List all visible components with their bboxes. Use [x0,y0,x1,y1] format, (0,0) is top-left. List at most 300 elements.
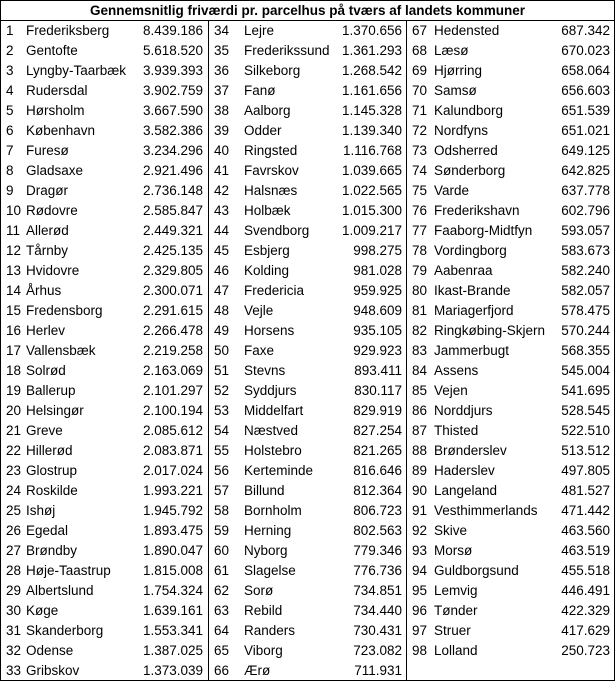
table-row [1,61,208,81]
table-row [209,161,407,181]
table-row [407,141,615,161]
equity-value: 250.723 [561,643,610,658]
municipality-name: Varde [434,183,470,198]
table-row [407,101,615,121]
equity-value: 1.116.768 [342,143,402,158]
rank-number: 5 [6,103,14,118]
table-row [209,401,407,421]
municipality-name: Herlev [26,323,66,338]
rank-number: 26 [6,523,22,538]
equity-value: 593.057 [561,223,610,238]
rank-number: 37 [214,83,230,98]
rank-number: 33 [6,663,22,678]
table-row [1,361,208,381]
rank-number: 43 [214,203,230,218]
municipality-name: Ikast-Brande [434,283,511,298]
equity-value: 545.004 [561,363,610,378]
table-row [209,601,407,621]
municipality-name: Bornholm [244,503,302,518]
equity-value: 658.064 [561,63,610,78]
rank-number: 47 [214,283,230,298]
municipality-name: Samsø [434,83,477,98]
rank-number: 76 [412,203,428,218]
table-row [209,141,407,161]
table-row [407,641,615,661]
municipality-name: Brønderslev [434,443,507,458]
rank-number: 73 [412,143,428,158]
equity-value: 1.370.656 [341,23,402,38]
table-row [1,541,208,561]
equity-value: 3.582.386 [142,123,203,138]
equity-value: 1.139.340 [341,123,402,138]
municipality-name: Solrød [26,363,66,378]
equity-value: 568.355 [561,343,610,358]
rank-number: 78 [412,243,428,258]
rank-number: 93 [412,543,428,558]
equity-value: 497.805 [561,463,610,478]
table-row [209,481,407,501]
municipality-name: Holbæk [244,203,291,218]
rank-number: 4 [6,83,14,98]
municipality-name: Billund [244,483,285,498]
table-row [1,341,208,361]
table-row [209,261,407,281]
table-row [407,361,615,381]
rank-number: 98 [412,643,428,658]
table-row [1,201,208,221]
equity-value: 2.266.478 [142,323,203,338]
table-row [1,501,208,521]
table-row [209,181,407,201]
equity-value: 1.754.324 [142,583,203,598]
equity-value: 2.219.258 [142,343,203,358]
municipality-name: Halsnæs [244,183,298,198]
rank-number: 1 [6,23,14,38]
municipality-name: Odense [26,643,74,658]
equity-value: 2.921.496 [142,163,203,178]
rank-number: 2 [6,43,14,58]
rank-number: 92 [412,523,428,538]
municipality-name: Næstved [244,423,299,438]
equity-value: 929.923 [353,343,402,358]
rank-number: 61 [214,563,230,578]
equity-value: 642.825 [561,163,610,178]
equity-value: 1.639.161 [142,603,203,618]
equity-value: 812.364 [353,483,402,498]
rank-number: 3 [6,63,14,78]
rank-number: 13 [6,263,22,278]
municipality-name: Nordfyns [434,123,489,138]
table-row [407,381,615,401]
rank-number: 56 [214,463,230,478]
rank-number: 71 [412,103,428,118]
equity-value: 463.519 [561,543,610,558]
municipality-name: Århus [26,283,62,298]
rank-number: 62 [214,583,230,598]
table-row [209,201,407,221]
municipality-name: Rødovre [26,203,78,218]
rank-number: 38 [214,103,230,118]
equity-value: 2.736.148 [142,183,203,198]
municipality-name: Norddjurs [434,403,493,418]
rank-number: 65 [214,643,230,658]
rank-number: 50 [214,343,230,358]
table-row [407,161,615,181]
rank-number: 44 [214,223,230,238]
table-row [1,661,208,681]
table-row [407,601,615,621]
municipality-name: Thisted [434,423,479,438]
equity-value: 730.431 [353,623,402,638]
municipality-name: Sorø [244,583,274,598]
rank-number: 36 [214,63,230,78]
rank-number: 30 [6,603,22,618]
rank-number: 51 [214,363,230,378]
rank-number: 54 [214,423,230,438]
table-row [209,421,407,441]
rank-number: 49 [214,323,230,338]
table-row [1,401,208,421]
municipality-name: Frederikssund [244,43,330,58]
table-columns [1,21,614,681]
table-row [1,641,208,661]
rank-number: 91 [412,503,428,518]
table-row [1,81,208,101]
table-row [1,101,208,121]
municipality-name: Stevns [244,363,286,378]
equity-value: 446.491 [561,583,610,598]
table-row [209,501,407,521]
table-row [209,641,407,661]
equity-value: 2.585.847 [142,203,203,218]
municipality-name: Syddjurs [244,383,297,398]
table-row [209,281,407,301]
rank-number: 86 [412,403,428,418]
municipality-name: Hillerød [26,443,73,458]
municipality-name: Fredensborg [26,303,103,318]
municipality-name: Middelfart [244,403,304,418]
municipality-name: Guldborgsund [434,563,519,578]
table-row [209,521,407,541]
equity-value: 687.342 [561,23,610,38]
rank-number: 24 [6,483,22,498]
municipality-name: Gentofte [26,43,78,58]
table-row [209,361,407,381]
rank-number: 77 [412,223,428,238]
rank-number: 79 [412,263,428,278]
table-row [209,21,407,41]
rank-number: 66 [214,663,230,678]
table-row [407,421,615,441]
equity-value: 2.017.024 [142,463,203,478]
municipality-name: Ishøj [26,503,56,518]
municipality-name: Lyngby-Taarbæk [26,63,127,78]
municipality-name: Viborg [244,643,283,658]
equity-value: 582.240 [561,263,610,278]
table-row [1,121,208,141]
equity-value: 656.603 [561,83,610,98]
rank-number: 45 [214,243,230,258]
municipality-name: Høje-Taastrup [26,563,111,578]
rank-number: 83 [412,343,428,358]
equity-value: 734.851 [353,583,402,598]
rank-number: 63 [214,603,230,618]
equity-value: 981.028 [353,263,402,278]
equity-value: 522.510 [561,423,610,438]
equity-value: 1.993.221 [142,483,203,498]
equity-value: 1.145.328 [341,103,402,118]
equity-value: 827.254 [353,423,402,438]
equity-value: 651.021 [561,123,610,138]
municipality-name: Horsens [244,323,295,338]
equity-value: 2.291.615 [142,303,203,318]
table-row [1,441,208,461]
table-row [209,561,407,581]
table-row [407,261,615,281]
equity-value: 471.442 [561,503,610,518]
table-row [209,101,407,121]
rank-number: 75 [412,183,428,198]
rank-number: 40 [214,143,230,158]
rank-number: 64 [214,623,230,638]
rank-number: 94 [412,563,428,578]
municipality-name: Aabenraa [434,263,493,278]
municipality-name: Hørsholm [26,103,85,118]
municipality-name: Egedal [26,523,69,538]
table-row [407,41,615,61]
rank-number: 67 [412,23,428,38]
table-row [1,261,208,281]
table-row [209,441,407,461]
rank-number: 69 [412,63,428,78]
rank-number: 27 [6,543,22,558]
equity-value: 578.475 [561,303,610,318]
municipality-name: Ringsted [244,143,298,158]
table-row [1,321,208,341]
municipality-name: Silkeborg [244,63,301,78]
table-row [407,321,615,341]
municipality-name: Vejen [434,383,468,398]
equity-value: 935.105 [353,323,402,338]
equity-value: 734.440 [353,603,402,618]
rank-number: 39 [214,123,230,138]
equity-value: 1.387.025 [142,643,203,658]
equity-value: 2.101.297 [142,383,203,398]
equity-value: 893.411 [354,363,402,378]
municipality-name: Rebild [244,603,283,618]
municipality-name: Vordingborg [434,243,507,258]
equity-value: 2.300.071 [142,283,203,298]
municipality-name: Ringkøbing-Skjern [434,323,546,338]
table-row [209,321,407,341]
equity-value: 3.234.296 [142,143,203,158]
municipality-name: Nyborg [244,543,288,558]
table-row [209,461,407,481]
rank-number: 81 [412,303,428,318]
table-row [407,441,615,461]
municipality-name: Albertslund [26,583,94,598]
municipality-name: Odder [244,123,282,138]
table-row [407,461,615,481]
rank-number: 32 [6,643,22,658]
equity-value: 637.778 [561,183,610,198]
rank-number: 17 [6,343,22,358]
rank-number: 97 [412,623,428,638]
rank-number: 31 [6,623,22,638]
municipality-name: Gribskov [26,663,80,678]
table-row [407,401,615,421]
municipality-name: Frederikshavn [434,203,520,218]
municipality-name: Sønderborg [434,163,506,178]
municipality-name: Aalborg [244,103,291,118]
table-row [209,541,407,561]
municipality-name: Faaborg-Midtfyn [434,223,533,238]
equity-value: 1.161.656 [341,83,402,98]
table-column [208,21,407,681]
rank-number: 16 [6,323,22,338]
rank-number: 96 [412,603,428,618]
rank-number: 80 [412,283,428,298]
equity-value: 670.023 [561,43,610,58]
equity-value: 1.268.542 [341,63,402,78]
table-row [407,241,615,261]
table-column [406,21,615,681]
equity-value: 959.925 [353,283,402,298]
equity-value: 582.057 [561,283,610,298]
equity-value: 821.265 [353,443,402,458]
equity-value: 1.945.792 [142,503,203,518]
table-row [209,381,407,401]
rank-number: 20 [6,403,22,418]
table-row [1,281,208,301]
table-column [1,21,208,681]
rank-number: 41 [214,163,230,178]
municipality-name: Køge [26,603,59,618]
rank-number: 72 [412,123,428,138]
municipality-name: Furesø [26,143,69,158]
equity-value: 3.902.759 [142,83,203,98]
rank-number: 22 [6,443,22,458]
rank-number: 42 [214,183,230,198]
municipality-name: Allerød [26,223,69,238]
rank-number: 89 [412,463,428,478]
equity-value: 2.100.194 [142,403,203,418]
rank-number: 59 [214,523,230,538]
table-title: Gennemsnitlig friværdi pr. parcelhus på tværs af landets kommuner [1,1,614,21]
table-row [209,301,407,321]
table-row [1,521,208,541]
table-row [407,121,615,141]
rank-number: 29 [6,583,22,598]
rank-number: 11 [6,223,21,238]
municipality-name: Assens [434,363,479,378]
municipality-name: Helsingør [26,403,84,418]
equity-value: 1.373.039 [142,663,203,678]
equity-value: 455.518 [561,563,610,578]
table-row [209,581,407,601]
equity-value: 649.125 [561,143,610,158]
rank-number: 74 [412,163,428,178]
municipality-name: Ballerup [26,383,76,398]
equity-value: 602.796 [561,203,610,218]
municipality-name: Langeland [434,483,498,498]
municipality-name: Tårnby [26,243,69,258]
municipality-name: Morsø [434,543,473,558]
municipality-name: Roskilde [26,483,78,498]
rank-number: 10 [6,203,22,218]
equity-value: 513.512 [561,443,610,458]
municipality-name: Tønder [434,603,478,618]
table-row [1,461,208,481]
table-row [407,301,615,321]
table-row [1,621,208,641]
rank-number: 23 [6,463,22,478]
equity-value: 2.449.321 [142,223,203,238]
equity-value: 1.893.475 [142,523,203,538]
equity-value: 1.009.217 [341,223,402,238]
municipality-name: Ærø [244,663,271,678]
equity-value: 463.560 [561,523,610,538]
table-row [407,61,615,81]
equity-value: 541.695 [561,383,610,398]
municipality-name: Struer [434,623,471,638]
equity-value: 5.618.520 [142,43,203,58]
table-row [407,581,615,601]
municipality-name: Gladsaxe [26,163,84,178]
rank-number: 6 [6,123,14,138]
municipality-name: København [26,123,96,138]
table-row [407,541,615,561]
table-row [1,481,208,501]
equity-value: 417.629 [561,623,610,638]
municipality-name: Greve [26,423,63,438]
municipality-name: Rudersdal [26,83,88,98]
equity-value: 2.085.612 [142,423,203,438]
municipality-name: Esbjerg [244,243,290,258]
municipality-name: Favrskov [244,163,299,178]
equity-value: 528.545 [561,403,610,418]
table-row [209,241,407,261]
table-row [1,581,208,601]
equity-value: 583.673 [561,243,610,258]
equity-value: 2.329.805 [142,263,203,278]
rank-number: 18 [6,363,22,378]
table-row [1,221,208,241]
municipality-name: Lolland [434,643,478,658]
municipality-name: Glostrup [26,463,78,478]
equity-value: 2.425.135 [142,243,203,258]
table-row [407,281,615,301]
rank-number: 28 [6,563,22,578]
rank-number: 60 [214,543,230,558]
table-row [1,181,208,201]
municipality-name: Hjørring [434,63,483,78]
table-row [407,181,615,201]
rank-number: 7 [6,143,14,158]
rank-number: 55 [214,443,230,458]
rank-number: 15 [6,303,22,318]
rank-number: 53 [214,403,230,418]
municipality-name: Kalundborg [434,103,504,118]
rank-number: 21 [6,423,22,438]
equity-value: 723.082 [353,643,402,658]
equity-value: 998.275 [353,243,402,258]
rank-number: 25 [6,503,22,518]
rank-number: 85 [412,383,428,398]
table-row [1,381,208,401]
table-row [1,241,208,261]
rank-number: 46 [214,263,230,278]
